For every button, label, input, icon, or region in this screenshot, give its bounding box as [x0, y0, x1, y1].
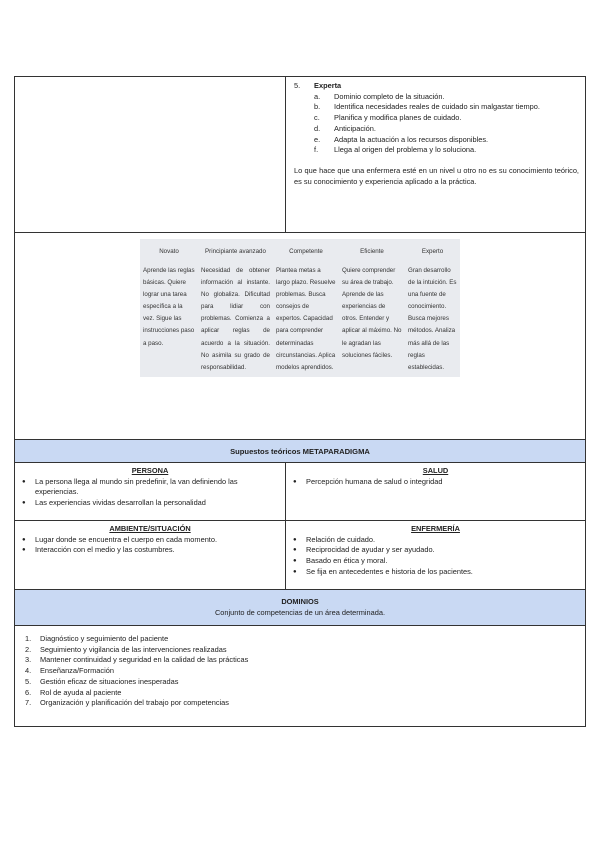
bullet-icon: ● — [293, 558, 297, 565]
dominios-row — [15, 626, 585, 726]
bullet-icon: ● — [293, 536, 297, 543]
level-title: Experta — [314, 81, 342, 90]
ambiente-title: AMBIENTE/SITUACIÓN — [109, 524, 191, 533]
list-item: ● Relación de cuidado. — [293, 534, 376, 544]
table-cell: Gran desarrollo de la intuición. Es una fuente de conocimiento. Busca mejores métodos. Analiza más allá de las reglas establecidas. — [408, 267, 457, 371]
bullet-icon: ● — [293, 547, 297, 554]
table-cell: Aprende las reglas básicas. Quiere lograr una tarea específica a la vez. Sigue las instrucciones paso a paso. — [143, 267, 195, 347]
ambiente-cell — [15, 521, 286, 589]
enfermeria-title: ENFERMERÍA — [411, 524, 460, 533]
table-header: Experto — [421, 248, 444, 256]
dominios-list — [25, 634, 580, 709]
bullet-icon: ● — [22, 478, 26, 485]
dominios-banner — [15, 590, 585, 626]
table-cell: Quiere comprender su área de trabajo. Aprende de las experiencias de otros. Entender y aplicar al máximo. No le agradan las soluciones fáciles. — [342, 267, 402, 359]
salud-list — [291, 477, 580, 488]
list-item: ● Las experiencias vividas desarrollan la personalidad — [22, 498, 206, 508]
list-item: ● Lugar donde se encuentra el cuerpo en cada momento. — [22, 534, 218, 544]
enfermeria-list — [291, 535, 580, 578]
table-header: Competente — [289, 248, 323, 256]
list-item: ● Basado en ética y moral. — [293, 556, 388, 566]
list-item: 1. Diagnóstico y seguimiento del paciente — [25, 634, 169, 643]
list-item: ● Percepción humana de salud o integridad — [293, 476, 443, 486]
dominios-subtitle: Conjunto de competencias de un área determinada. — [214, 607, 386, 617]
bullet-icon: ● — [22, 547, 26, 554]
list-item: ● Se fija en antecedentes e historia de los pacientes. — [293, 566, 473, 576]
persona-cell — [15, 463, 286, 520]
list-item: 7. Organización y planificación del trabajo por competencias — [25, 698, 229, 708]
bullet-icon: ● — [293, 478, 297, 485]
bullet-icon: ● — [22, 536, 26, 543]
persona-title: PERSONA — [131, 466, 169, 475]
levels-row — [15, 233, 585, 440]
bullet-icon: ● — [22, 500, 26, 507]
level-5-heading — [294, 81, 579, 92]
salud-title: SALUD — [422, 466, 449, 475]
list-item: e. Adapta la actuación a los recursos disponibles. — [314, 134, 489, 144]
level-row — [15, 77, 585, 233]
list-item: ● La persona llega al mundo sin predefinir, la van definiendo las experiencias. — [22, 476, 238, 497]
table-header: Eficiente — [360, 248, 384, 256]
table-cell: Plantea metas a largo plazo. Resuelve problemas. Busca consejos de expertos. Capacidad para comprender determinadas circunstancias. Aplica modelos aprendidos. — [276, 267, 336, 371]
list-item: d. Anticipación. — [314, 123, 376, 133]
list-item: a. Dominio completo de la situación. — [314, 91, 445, 101]
list-item: 4. Enseñanza/Formación — [25, 666, 114, 676]
level-5-cell — [286, 77, 585, 232]
section-title: Supuestos teóricos METAPARADIGMA — [230, 446, 370, 456]
ambiente-enfermeria-row — [15, 521, 585, 590]
empty-cell — [15, 77, 286, 232]
enfermeria-cell — [286, 521, 585, 589]
level-5-list — [314, 92, 579, 156]
salud-cell — [286, 463, 585, 520]
levels-table — [140, 239, 460, 377]
level-note: Lo que hace que una enfermera esté en un nivel u otro no es su conocimiento teórico, es su conocimiento y experiencia aplicado a la práctica. — [294, 166, 579, 186]
list-item: 5. Gestión eficaz de situaciones inesperadas — [25, 676, 179, 686]
list-item: ● Reciprocidad de ayudar y ser ayudado. — [293, 545, 435, 555]
document-table — [14, 76, 586, 727]
metaparadigma-banner — [15, 440, 585, 463]
table-header: Novato — [159, 248, 179, 256]
list-item: 2. Seguimiento y vigilancia de las intervenciones realizadas — [25, 644, 227, 654]
level-number: 5. — [294, 81, 301, 90]
list-item: ● Interacción con el medio y las costumbres. — [22, 545, 175, 555]
list-item: f. Llega al origen del problema y lo soluciona. — [314, 145, 477, 155]
ambiente-list — [20, 535, 280, 556]
dominios-title: DOMINIOS — [281, 596, 319, 606]
persona-salud-row — [15, 463, 585, 521]
bullet-icon: ● — [293, 568, 297, 575]
list-item: c. Planifica y modifica planes de cuidado. — [314, 113, 462, 123]
persona-list — [20, 477, 280, 509]
list-item: 6. Rol de ayuda al paciente — [25, 687, 122, 697]
list-item: 3. Mantener continuidad y seguridad en la calidad de las prácticas — [25, 655, 249, 665]
list-item: b. Identifica necesidades reales de cuidado sin malgastar tiempo. — [314, 102, 540, 112]
table-cell: Necesidad de obtener información al instante. No globaliza. Dificultad para lidiar con problemas. Comienza a aplicar reglas de acuerdo a la situación. No asimila su grado de responsabilidad. — [201, 267, 270, 371]
table-header: Principiante avanzado — [205, 248, 266, 256]
